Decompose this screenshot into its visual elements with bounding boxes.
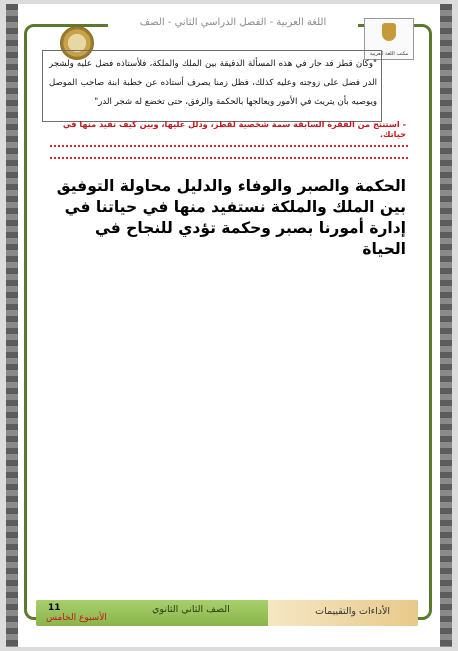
question-instruction: - استنتج من الفقرة السابقة سمة شخصية لقطز، ودلل عليها، وبين كيف تفيد منها في حياتك. (62, 119, 406, 139)
right-binding-strip (440, 4, 452, 647)
answer-text: الحكمة والصبر والوفاء والدليل محاولة التوفيق بين الملك والملكة نستفيد منها في حياتنا في إدارة أمورنا بصبر وحكمة تؤدي للنجاح في الحياة (56, 177, 406, 258)
eagle-emblem-icon (382, 23, 396, 41)
page-number: 11 (48, 603, 61, 613)
header-title: اللغة العربية - الفصل الدراسي الثاني - الصف (108, 17, 358, 31)
left-binding-strip (6, 4, 18, 647)
footer-section-tab (268, 600, 418, 626)
answer-dotted-line (50, 157, 408, 159)
week-label: الأسبوع الخامس (46, 613, 107, 623)
logo-caption: مكتب اللغة العربية (369, 51, 409, 57)
grade-label: الصف الثاني الثانوي (152, 604, 230, 615)
reading-passage: "وكان قطز قد حار في هذه المسألة الدقيقة بين الملك والملكة، فلأستاذه فضل عليه ولشجر الدر فضل على زوجته وعليه كذلك، فظل زمنا يصرف أستاذه عن خطبة ابنة صاحب الموصل ويوصيه بأن يتريث في الأمور ويعالجها بالحكمة والرفق، حتى تخضع له شجر الدر" (42, 50, 382, 122)
section-label: الأداءات والتقييمات (315, 606, 390, 617)
footer-bar (36, 600, 418, 626)
answer-dotted-line (50, 145, 408, 147)
